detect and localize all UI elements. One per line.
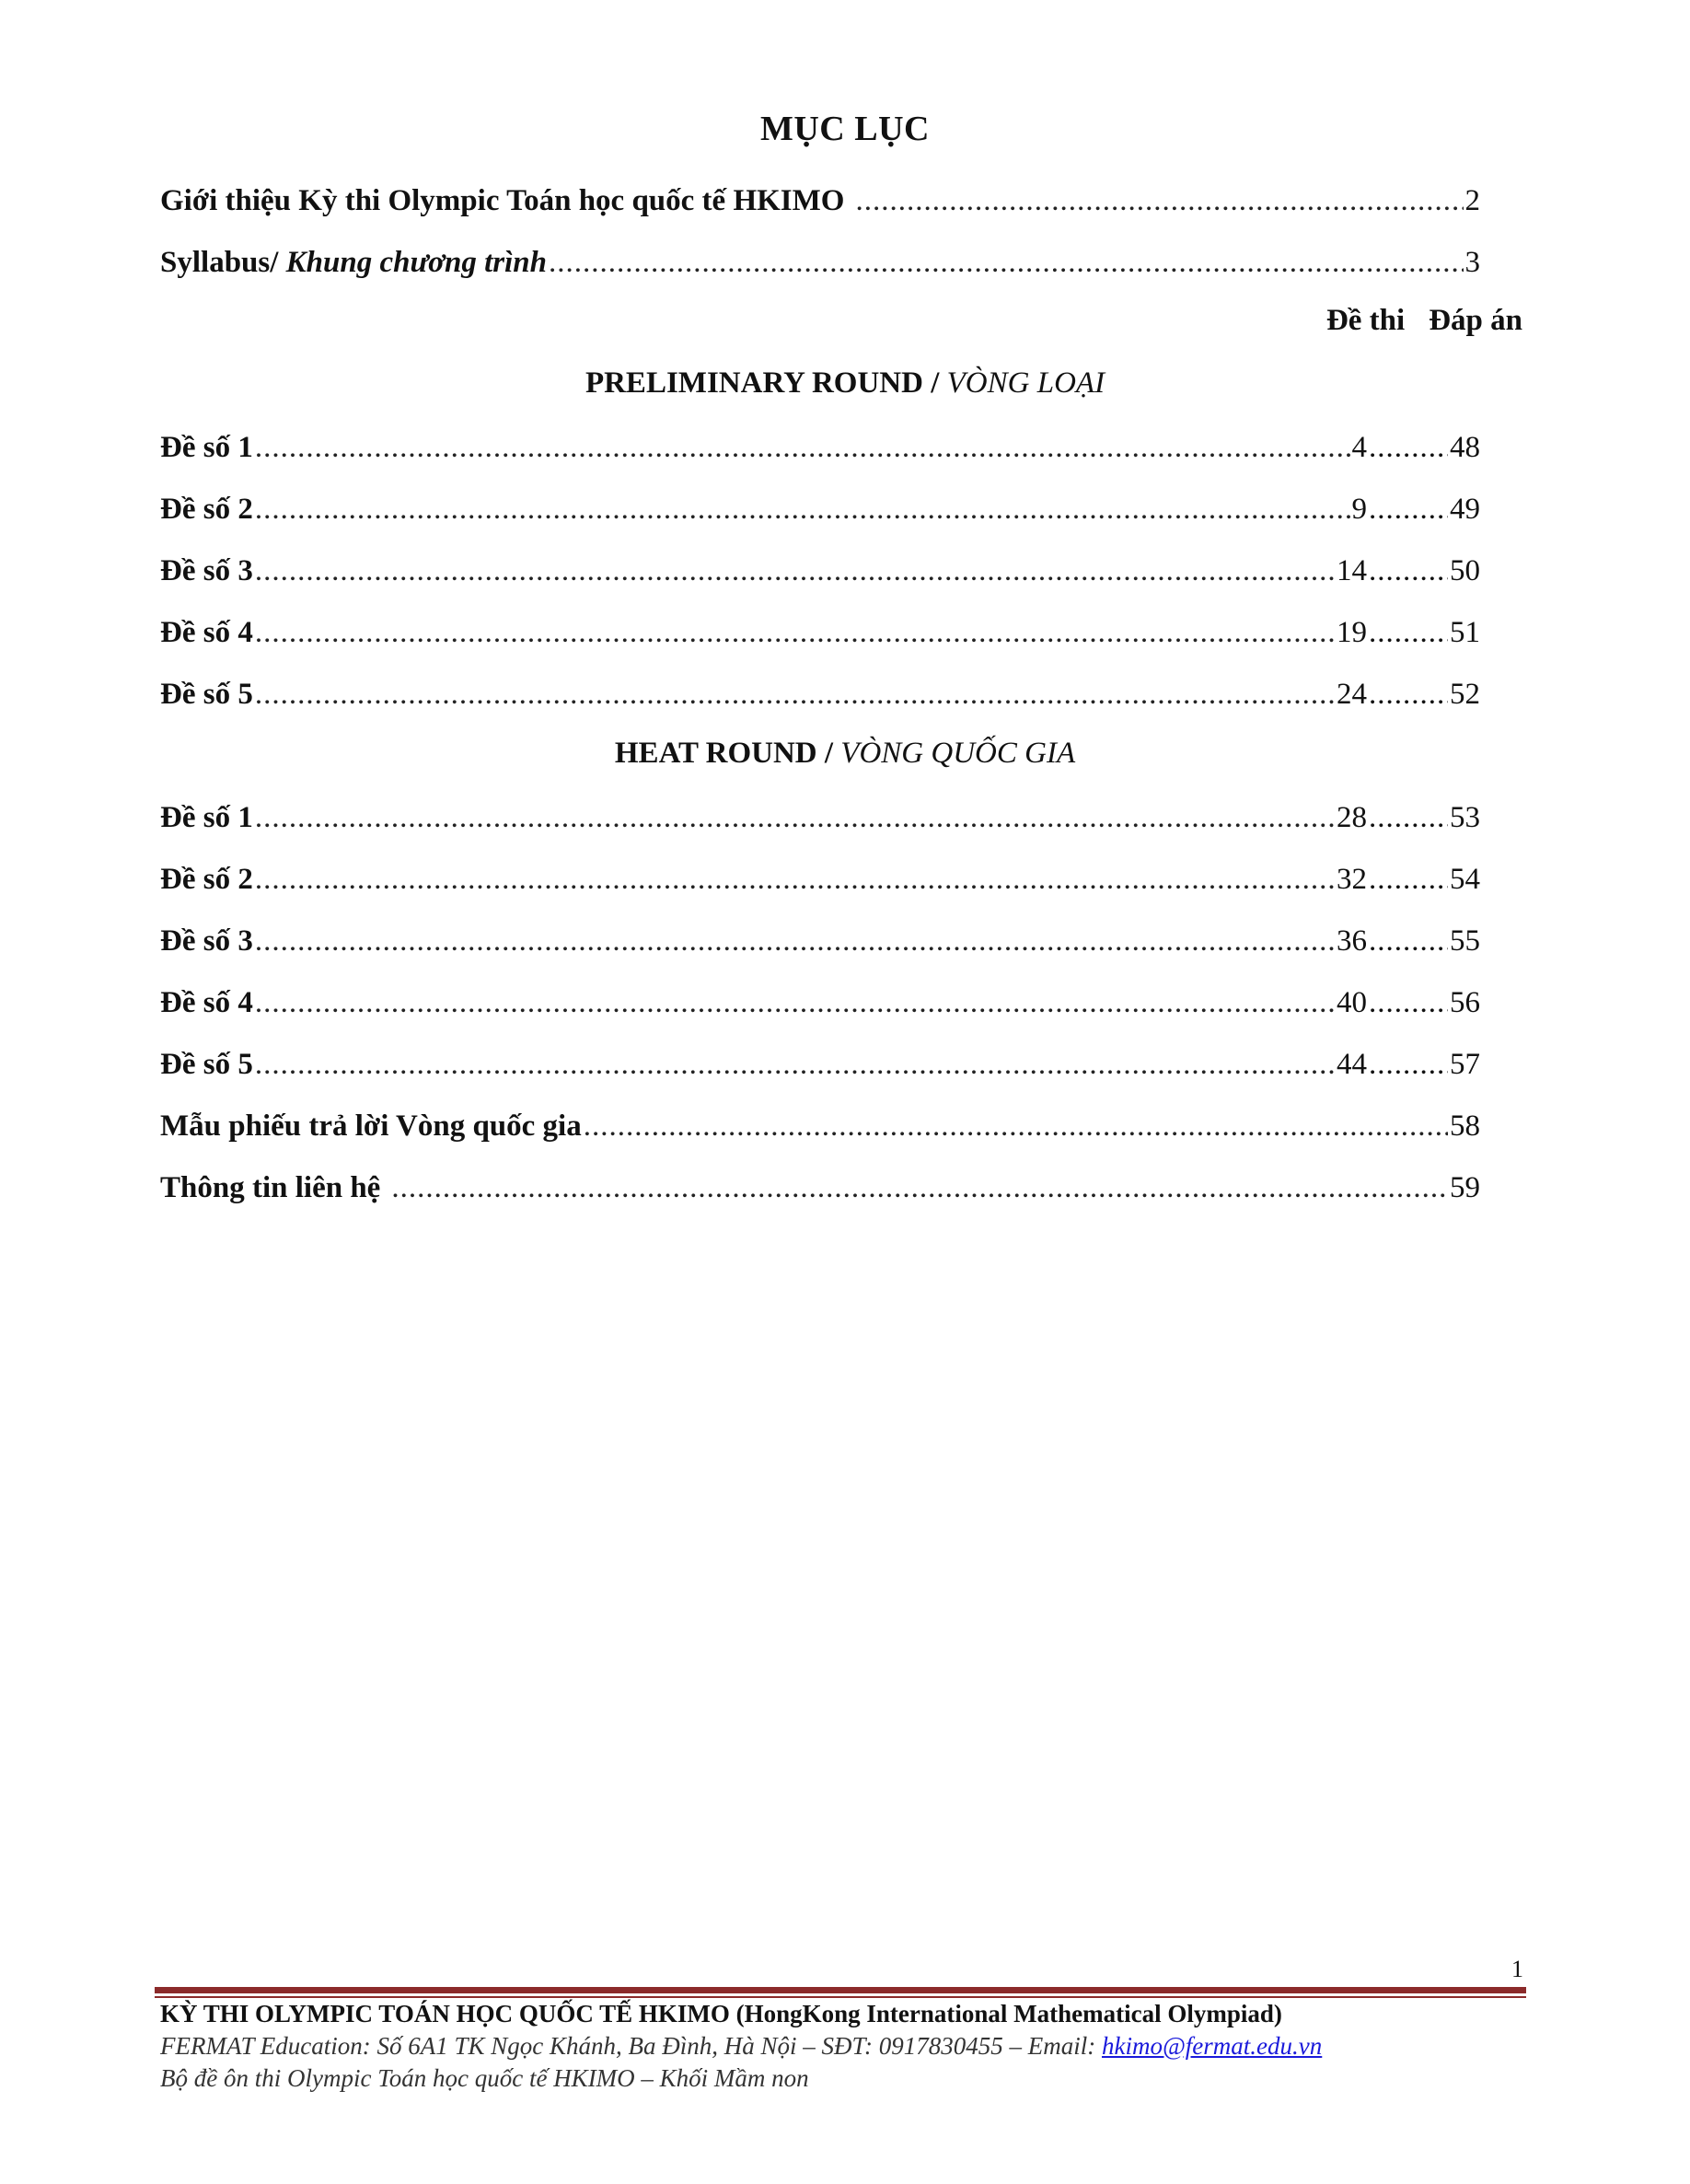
dot-leader bbox=[855, 180, 1463, 221]
column-header-exam: Đề thi bbox=[1325, 304, 1406, 337]
email-link[interactable]: hkimo@fermat.edu.vn bbox=[1101, 2032, 1323, 2060]
dot-leader bbox=[255, 982, 1335, 1023]
dot-leader bbox=[1369, 982, 1448, 1023]
dot-leader bbox=[1369, 1044, 1448, 1085]
toc-entry-preliminary-1[interactable] bbox=[160, 427, 1480, 468]
toc-entry-heat-2[interactable] bbox=[160, 859, 1480, 900]
toc-answer-page: 57 bbox=[1450, 1048, 1480, 1081]
toc-entry-label: Đề số 4 bbox=[160, 616, 253, 649]
toc-entry-label: Đề số 1 bbox=[160, 431, 253, 464]
dot-leader bbox=[584, 1106, 1448, 1146]
toc-entry-preliminary-2[interactable] bbox=[160, 489, 1480, 529]
toc-entry-heat-4[interactable] bbox=[160, 982, 1480, 1023]
toc-page-number: 59 bbox=[1450, 1171, 1480, 1204]
toc-exam-page: 4 bbox=[1351, 431, 1367, 464]
dot-leader bbox=[255, 551, 1335, 591]
section-heading-italic: VÒNG QUỐC GIA bbox=[840, 737, 1076, 770]
toc-exam-page: 24 bbox=[1337, 678, 1367, 711]
toc-page-number: 58 bbox=[1450, 1109, 1480, 1143]
toc-entry-label: Mẫu phiếu trả lời Vòng quốc gia bbox=[160, 1109, 582, 1143]
dot-leader bbox=[255, 427, 1350, 468]
dot-leader bbox=[1369, 551, 1448, 591]
toc-entry-answer-sheet[interactable] bbox=[160, 1106, 1480, 1146]
footer-divider bbox=[155, 1987, 1526, 1993]
toc-exam-page: 36 bbox=[1337, 924, 1367, 958]
toc-answer-page: 55 bbox=[1450, 924, 1480, 958]
toc-answer-page: 51 bbox=[1450, 616, 1480, 649]
toc-exam-page: 32 bbox=[1337, 863, 1367, 896]
toc-entry-label: Đề số 5 bbox=[160, 678, 253, 711]
toc-entry-label: Đề số 2 bbox=[160, 863, 253, 896]
dot-leader bbox=[1369, 921, 1448, 961]
toc-exam-page: 9 bbox=[1351, 493, 1367, 526]
toc-entry-label: Đề số 5 bbox=[160, 1048, 253, 1081]
toc-entry-heat-1[interactable] bbox=[160, 797, 1480, 838]
toc-entry-label: Đề số 2 bbox=[160, 493, 253, 526]
footer-divider-thin bbox=[155, 1996, 1526, 1998]
dot-leader bbox=[255, 612, 1335, 653]
toc-exam-page: 14 bbox=[1337, 554, 1367, 587]
toc-answer-page: 50 bbox=[1450, 554, 1480, 587]
dot-leader bbox=[549, 242, 1464, 283]
dot-leader bbox=[391, 1168, 1448, 1208]
toc-answer-page: 56 bbox=[1450, 986, 1480, 1019]
toc-entry-heat-5[interactable] bbox=[160, 1044, 1480, 1085]
footer-book-title: Bộ đề ôn thi Olympic Toán học quốc tế HKIMO – Khối Mầm non bbox=[160, 2064, 809, 2092]
dot-leader bbox=[1369, 859, 1448, 900]
toc-entry-heat-3[interactable] bbox=[160, 921, 1480, 961]
toc-entry-label: Đề số 3 bbox=[160, 554, 253, 587]
toc-entry-label bbox=[160, 242, 547, 283]
toc-entry-contact[interactable] bbox=[160, 1168, 1480, 1208]
toc-exam-page: 44 bbox=[1337, 1048, 1367, 1081]
dot-leader bbox=[1369, 427, 1448, 468]
toc-exam-page: 19 bbox=[1337, 616, 1367, 649]
toc-exam-page: 28 bbox=[1337, 801, 1367, 834]
toc-entry-label: Đề số 1 bbox=[160, 801, 253, 834]
syllabus-label-italic: Khung chương trình bbox=[285, 246, 547, 279]
footer-address: FERMAT Education: Số 6A1 TK Ngọc Khánh, Ba Đình, Hà Nội – SĐT: 0917830455 – Email: bbox=[160, 2032, 1102, 2060]
toc-entry-intro[interactable] bbox=[160, 180, 1480, 221]
toc-entry-label: Đề số 3 bbox=[160, 924, 253, 958]
section-heading-italic: VÒNG LOẠI bbox=[946, 366, 1105, 400]
toc-answer-page: 49 bbox=[1450, 493, 1480, 526]
toc-answer-page: 48 bbox=[1450, 431, 1480, 464]
toc-exam-page: 40 bbox=[1337, 986, 1367, 1019]
section-heading-preliminary bbox=[0, 366, 1690, 401]
section-heading-text: PRELIMINARY ROUND / bbox=[585, 366, 940, 400]
toc-title: MỤC LỤC bbox=[760, 110, 930, 148]
toc-answer-page: 54 bbox=[1450, 863, 1480, 896]
toc-entry-label: Thông tin liên hệ bbox=[160, 1171, 381, 1204]
dot-leader bbox=[1369, 612, 1448, 653]
dot-leader bbox=[255, 674, 1335, 714]
dot-leader bbox=[255, 797, 1335, 838]
dot-leader bbox=[1369, 489, 1448, 529]
dot-leader bbox=[255, 921, 1335, 961]
dot-leader bbox=[255, 1044, 1335, 1085]
toc-entry-label: Giới thiệu Kỳ thi Olympic Toán học quốc tế HKIMO bbox=[160, 184, 845, 217]
toc-page-number: 2 bbox=[1464, 184, 1480, 217]
toc-entry-syllabus[interactable] bbox=[160, 242, 1480, 283]
toc-entry-preliminary-5[interactable] bbox=[160, 674, 1480, 714]
footer-competition-title: KỲ THI OLYMPIC TOÁN HỌC QUỐC TẾ HKIMO (HongKong International Mathematical Olympiad) bbox=[160, 2000, 1282, 2027]
column-header-answer: Đáp án bbox=[1429, 304, 1522, 337]
dot-leader bbox=[255, 859, 1335, 900]
dot-leader bbox=[1369, 797, 1448, 838]
toc-entry-preliminary-3[interactable] bbox=[160, 551, 1480, 591]
dot-leader bbox=[255, 489, 1350, 529]
column-headers bbox=[1302, 304, 1522, 338]
toc-answer-page: 53 bbox=[1450, 801, 1480, 834]
toc-entry-label: Đề số 4 bbox=[160, 986, 253, 1019]
toc-entry-preliminary-4[interactable] bbox=[160, 612, 1480, 653]
page-number: 1 bbox=[1511, 1956, 1523, 1982]
dot-leader bbox=[1369, 674, 1448, 714]
toc-page-number: 3 bbox=[1464, 246, 1480, 279]
syllabus-label: Syllabus/ bbox=[160, 246, 279, 279]
section-heading-heat bbox=[0, 737, 1690, 771]
section-heading-text: HEAT ROUND / bbox=[614, 737, 834, 770]
footer-contact-line bbox=[160, 2032, 1322, 2061]
toc-answer-page: 52 bbox=[1450, 678, 1480, 711]
